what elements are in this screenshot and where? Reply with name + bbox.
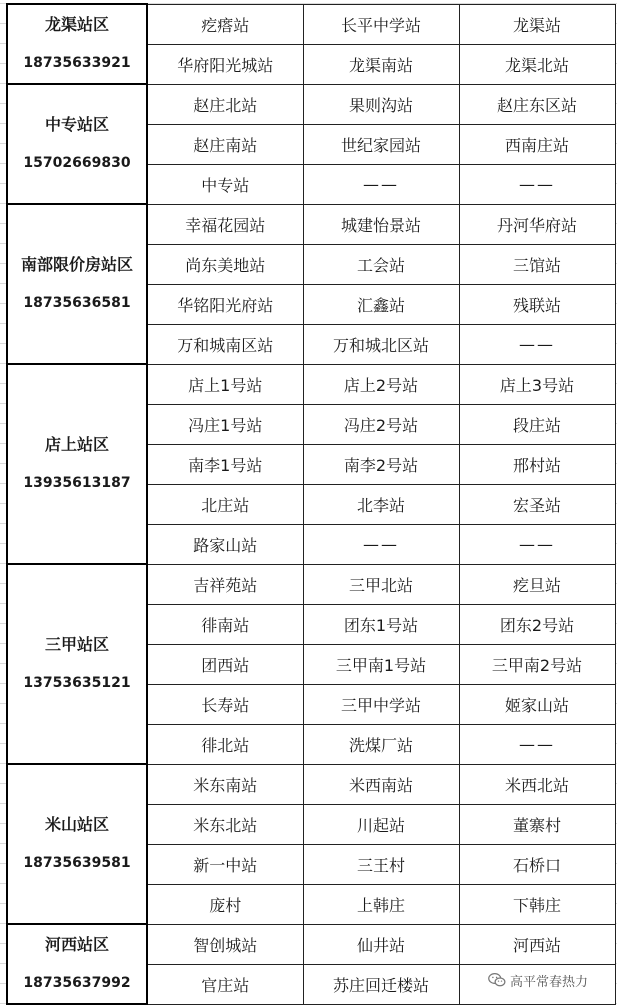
table-row bbox=[7, 924, 615, 964]
station-cell: 团东1号站 bbox=[303, 604, 459, 644]
area-phone: 18735637992 bbox=[23, 975, 131, 991]
station-cell: 段庄站 bbox=[459, 404, 615, 444]
station-cell: 三甲北站 bbox=[303, 564, 459, 604]
station-cell: 苏庄回迁楼站 bbox=[303, 964, 459, 1004]
area-info bbox=[8, 255, 146, 313]
area-cell bbox=[7, 4, 147, 84]
station-cell: 董寨村 bbox=[459, 804, 615, 844]
station-cell: 汇鑫站 bbox=[303, 284, 459, 324]
station-cell: 赵庄南站 bbox=[147, 124, 303, 164]
area-name: 中专站区 bbox=[44, 115, 109, 134]
area-info bbox=[8, 115, 146, 173]
station-table bbox=[6, 3, 616, 1005]
area-info bbox=[8, 815, 146, 873]
station-cell: 石桥口 bbox=[459, 844, 615, 884]
station-cell: 团西站 bbox=[147, 644, 303, 684]
area-phone: 13753635121 bbox=[23, 675, 131, 691]
station-cell: 宏圣站 bbox=[459, 484, 615, 524]
area-name: 南部限价房站区 bbox=[20, 255, 133, 274]
station-cell: 龙渠南站 bbox=[303, 44, 459, 84]
station-cell: 万和城南区站 bbox=[147, 324, 303, 364]
area-name: 龙渠站区 bbox=[44, 15, 109, 34]
station-cell: 团东2号站 bbox=[459, 604, 615, 644]
watermark bbox=[486, 970, 590, 990]
station-cell: 三甲南1号站 bbox=[303, 644, 459, 684]
station-cell: 上韩庄 bbox=[303, 884, 459, 924]
station-cell: 长寿站 bbox=[147, 684, 303, 724]
station-cell: 龙渠北站 bbox=[459, 44, 615, 84]
table-row bbox=[7, 364, 615, 404]
area-phone: 15702669830 bbox=[23, 155, 131, 171]
station-cell: 洗煤厂站 bbox=[303, 724, 459, 764]
station-cell: 庞村 bbox=[147, 884, 303, 924]
station-cell: 米东北站 bbox=[147, 804, 303, 844]
table-body bbox=[7, 4, 615, 1004]
station-cell: 冯庄1号站 bbox=[147, 404, 303, 444]
table-row bbox=[7, 204, 615, 244]
station-cell: 店上3号站 bbox=[459, 364, 615, 404]
station-cell: 北李站 bbox=[303, 484, 459, 524]
area-cell bbox=[7, 84, 147, 204]
station-cell: 城建怡景站 bbox=[303, 204, 459, 244]
station-cell: 中专站 bbox=[147, 164, 303, 204]
station-cell: 工会站 bbox=[303, 244, 459, 284]
area-phone: 18735636581 bbox=[23, 295, 131, 311]
station-cell: —— bbox=[459, 164, 615, 204]
station-cell: 店上2号站 bbox=[303, 364, 459, 404]
station-cell: 赵庄东区站 bbox=[459, 84, 615, 124]
station-cell: 智创城站 bbox=[147, 924, 303, 964]
station-cell: 新一中站 bbox=[147, 844, 303, 884]
station-cell: 南李2号站 bbox=[303, 444, 459, 484]
station-cell: 世纪家园站 bbox=[303, 124, 459, 164]
area-cell bbox=[7, 204, 147, 364]
station-cell: 米东南站 bbox=[147, 764, 303, 804]
station-cell: —— bbox=[459, 724, 615, 764]
area-phone: 18735633921 bbox=[23, 55, 131, 71]
station-cell: 北庄站 bbox=[147, 484, 303, 524]
station-cell: 南李1号站 bbox=[147, 444, 303, 484]
area-info bbox=[8, 435, 146, 493]
area-info bbox=[8, 935, 146, 993]
station-cell: —— bbox=[303, 164, 459, 204]
watermark-text: 高平常春热力 bbox=[510, 974, 589, 990]
station-cell: 疙瘩站 bbox=[147, 4, 303, 44]
station-cell: 西南庄站 bbox=[459, 124, 615, 164]
station-cell: 三甲中学站 bbox=[303, 684, 459, 724]
station-cell: 幸福花园站 bbox=[147, 204, 303, 244]
area-phone: 13935613187 bbox=[23, 475, 131, 491]
station-cell: 徘北站 bbox=[147, 724, 303, 764]
table-row bbox=[7, 84, 615, 124]
station-cell: 疙旦站 bbox=[459, 564, 615, 604]
station-cell: 华府阳光城站 bbox=[147, 44, 303, 84]
area-cell bbox=[7, 564, 147, 764]
station-cell: 冯庄2号站 bbox=[303, 404, 459, 444]
station-cell: 尚东美地站 bbox=[147, 244, 303, 284]
area-cell bbox=[7, 364, 147, 564]
table-row bbox=[7, 564, 615, 604]
table-row bbox=[7, 4, 615, 44]
station-cell: 店上1号站 bbox=[147, 364, 303, 404]
area-info bbox=[8, 635, 146, 693]
station-cell: 下韩庄 bbox=[459, 884, 615, 924]
station-cell: 官庄站 bbox=[147, 964, 303, 1004]
station-cell: —— bbox=[459, 524, 615, 564]
area-cell bbox=[7, 764, 147, 924]
station-cell: 赵庄北站 bbox=[147, 84, 303, 124]
area-cell bbox=[7, 924, 147, 1004]
area-name: 三甲站区 bbox=[44, 635, 109, 654]
area-name: 米山站区 bbox=[44, 815, 109, 834]
table-row bbox=[7, 764, 615, 804]
station-cell: 米西北站 bbox=[459, 764, 615, 804]
station-cell: 徘南站 bbox=[147, 604, 303, 644]
area-phone: 18735639581 bbox=[23, 855, 131, 871]
station-cell: 三馆站 bbox=[459, 244, 615, 284]
area-info bbox=[8, 15, 146, 73]
station-cell: 仙井站 bbox=[303, 924, 459, 964]
station-cell: —— bbox=[303, 524, 459, 564]
station-cell: 川起站 bbox=[303, 804, 459, 844]
station-cell: 三王村 bbox=[303, 844, 459, 884]
station-cell: 龙渠站 bbox=[459, 4, 615, 44]
station-cell: 米西南站 bbox=[303, 764, 459, 804]
station-cell: 三甲南2号站 bbox=[459, 644, 615, 684]
station-cell: 残联站 bbox=[459, 284, 615, 324]
station-cell: 邢村站 bbox=[459, 444, 615, 484]
station-cell: 路家山站 bbox=[147, 524, 303, 564]
station-cell: 姬家山站 bbox=[459, 684, 615, 724]
station-cell: 华铭阳光府站 bbox=[147, 284, 303, 324]
station-cell: —— bbox=[459, 324, 615, 364]
station-cell: 吉祥苑站 bbox=[147, 564, 303, 604]
station-cell: 丹河华府站 bbox=[459, 204, 615, 244]
station-cell: 果则沟站 bbox=[303, 84, 459, 124]
station-cell: 长平中学站 bbox=[303, 4, 459, 44]
station-cell: 河西站 bbox=[459, 924, 615, 964]
area-name: 河西站区 bbox=[44, 935, 109, 954]
wechat-icon bbox=[488, 972, 506, 988]
station-cell: 万和城北区站 bbox=[303, 324, 459, 364]
area-name: 店上站区 bbox=[44, 435, 109, 454]
